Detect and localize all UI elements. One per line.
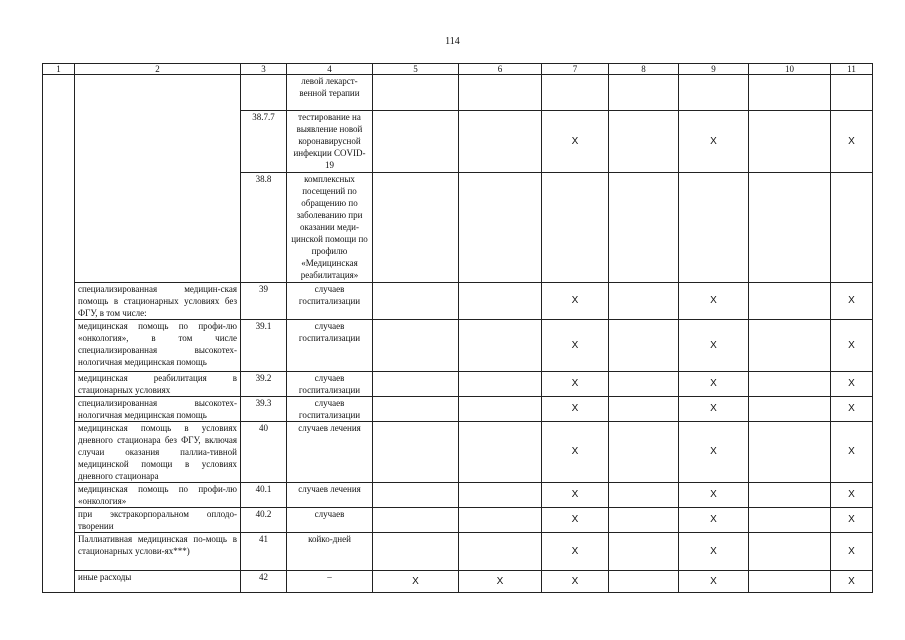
cell-col11: X <box>831 320 873 372</box>
cell-description: медицинская помощь в условиях дневного стационара без ФГУ, включая случаи оказания паллиа-тивной медицинской помощи в условиях дневного стационара <box>75 422 241 483</box>
cell-col9: X <box>679 422 749 483</box>
cell-col5 <box>373 422 459 483</box>
cell-col9 <box>679 75 749 111</box>
cell-description: иные расходы <box>75 571 241 593</box>
cell-col11: X <box>831 508 873 533</box>
table-row <box>43 422 873 483</box>
cell-line-number: 39 <box>241 283 287 320</box>
cell-col7: X <box>542 533 609 571</box>
table-row <box>43 283 873 320</box>
cell-col9: X <box>679 508 749 533</box>
cell-col6 <box>459 483 542 508</box>
cell-col9: X <box>679 320 749 372</box>
col-header-6: 6 <box>459 64 542 75</box>
cell-col5 <box>373 508 459 533</box>
cell-col7: X <box>542 571 609 593</box>
cell-col11: X <box>831 372 873 397</box>
cell-col11: X <box>831 571 873 593</box>
col-header-7: 7 <box>542 64 609 75</box>
cell-line-number: 38.7.7 <box>241 111 287 173</box>
cell-col9: X <box>679 372 749 397</box>
cell-col11: X <box>831 533 873 571</box>
cell-col9 <box>679 173 749 283</box>
page-number: 114 <box>445 36 460 47</box>
cell-col8 <box>609 508 679 533</box>
cell-unit: случаев госпитализации <box>287 372 373 397</box>
cell-col9: X <box>679 111 749 173</box>
cell-col8 <box>609 571 679 593</box>
cell-col11: X <box>831 397 873 422</box>
table-row <box>43 75 873 111</box>
cell-col8 <box>609 111 679 173</box>
cell-description: специализированная высокотех-нологичная медицинская помощь <box>75 397 241 422</box>
financing-table <box>42 63 873 593</box>
cell-col9: X <box>679 571 749 593</box>
cell-unit: случаев лечения <box>287 422 373 483</box>
cell-col8 <box>609 397 679 422</box>
col-header-5: 5 <box>373 64 459 75</box>
cell-col10 <box>749 283 831 320</box>
cell-col10 <box>749 173 831 283</box>
cell-col9: X <box>679 283 749 320</box>
cell-col8 <box>609 173 679 283</box>
cell-col10 <box>749 483 831 508</box>
cell-col8 <box>609 75 679 111</box>
cell-unit: койко-дней <box>287 533 373 571</box>
cell-col7: X <box>542 483 609 508</box>
cell-col6 <box>459 422 542 483</box>
cell-col7: X <box>542 508 609 533</box>
cell-col10 <box>749 75 831 111</box>
col-header-1: 1 <box>43 64 75 75</box>
cell-line-number: 40 <box>241 422 287 483</box>
col-header-4: 4 <box>287 64 373 75</box>
cell-unit: случаев <box>287 508 373 533</box>
cell-col7: X <box>542 283 609 320</box>
cell-col5 <box>373 283 459 320</box>
column-number-header <box>43 64 873 75</box>
cell-col10 <box>749 533 831 571</box>
cell-col11 <box>831 75 873 111</box>
cell-description: медицинская помощь по профи-лю «онкология», в том числе специализированная высокотех-нологичная медицинская помощь <box>75 320 241 372</box>
cell-line-number: 40.2 <box>241 508 287 533</box>
cell-col5 <box>373 173 459 283</box>
cell-col11: X <box>831 483 873 508</box>
col-header-11: 11 <box>831 64 873 75</box>
cell-unit: – <box>287 571 373 593</box>
cell-col11: X <box>831 111 873 173</box>
cell-unit: левой лекарст-венной терапии <box>287 75 373 111</box>
table-row <box>43 533 873 571</box>
cell-description: специализированная медицин-ская помощь в стационарных условиях без ФГУ, в том числе: <box>75 283 241 320</box>
cell-col7: X <box>542 397 609 422</box>
cell-line-number: 38.8 <box>241 173 287 283</box>
cell-col6 <box>459 372 542 397</box>
cell-col11 <box>831 173 873 283</box>
cell-col6 <box>459 508 542 533</box>
col-header-3: 3 <box>241 64 287 75</box>
cell-col9: X <box>679 533 749 571</box>
cell-col5 <box>373 75 459 111</box>
table-row <box>43 397 873 422</box>
cell-col5 <box>373 397 459 422</box>
cell-description <box>75 75 241 283</box>
cell-unit: случаев лечения <box>287 483 373 508</box>
cell-col5 <box>373 483 459 508</box>
table-row <box>43 571 873 593</box>
cell-col10 <box>749 571 831 593</box>
cell-col5 <box>373 320 459 372</box>
cell-col11: X <box>831 422 873 483</box>
cell-col7: X <box>542 111 609 173</box>
cell-col7 <box>542 75 609 111</box>
cell-col6 <box>459 75 542 111</box>
table-row <box>43 320 873 372</box>
cell-col7: X <box>542 320 609 372</box>
cell-col8 <box>609 483 679 508</box>
cell-col8 <box>609 372 679 397</box>
cell-col5: X <box>373 571 459 593</box>
col-header-8: 8 <box>609 64 679 75</box>
cell-line-number <box>241 75 287 111</box>
cell-line-number: 39.2 <box>241 372 287 397</box>
col-header-9: 9 <box>679 64 749 75</box>
cell-unit: случаев госпитализации <box>287 397 373 422</box>
cell-col6: X <box>459 571 542 593</box>
cell-col8 <box>609 283 679 320</box>
cell-col8 <box>609 422 679 483</box>
cell-col6 <box>459 173 542 283</box>
cell-col10 <box>749 397 831 422</box>
cell-description: Паллиативная медицинская по-мощь в стационарных услови-ях***) <box>75 533 241 571</box>
cell-col5 <box>373 372 459 397</box>
cell-line-number: 41 <box>241 533 287 571</box>
cell-col1 <box>43 75 75 593</box>
table-row <box>43 508 873 533</box>
cell-unit: комплексных посещений по обращению по заболеванию при оказании меди-цинской помощи по профилю «Медицинская реабилитация» <box>287 173 373 283</box>
cell-line-number: 42 <box>241 571 287 593</box>
cell-line-number: 40.1 <box>241 483 287 508</box>
cell-unit: случаев госпитализации <box>287 320 373 372</box>
cell-line-number: 39.1 <box>241 320 287 372</box>
cell-col7: X <box>542 422 609 483</box>
cell-col6 <box>459 111 542 173</box>
cell-col10 <box>749 111 831 173</box>
cell-col6 <box>459 283 542 320</box>
cell-col8 <box>609 320 679 372</box>
cell-unit: случаев госпитализации <box>287 283 373 320</box>
cell-col5 <box>373 533 459 571</box>
cell-description: медицинская реабилитация в стационарных условиях <box>75 372 241 397</box>
cell-col10 <box>749 372 831 397</box>
cell-col10 <box>749 422 831 483</box>
cell-col11: X <box>831 283 873 320</box>
cell-col7: X <box>542 372 609 397</box>
cell-description: при экстракорпоральном оплодо-творении <box>75 508 241 533</box>
table-row <box>43 483 873 508</box>
cell-col6 <box>459 320 542 372</box>
cell-col8 <box>609 533 679 571</box>
cell-col10 <box>749 320 831 372</box>
cell-col7 <box>542 173 609 283</box>
cell-col5 <box>373 111 459 173</box>
table-row <box>43 372 873 397</box>
cell-description: медицинская помощь по профи-лю «онкология» <box>75 483 241 508</box>
cell-line-number: 39.3 <box>241 397 287 422</box>
col-header-10: 10 <box>749 64 831 75</box>
cell-col6 <box>459 397 542 422</box>
cell-col9: X <box>679 397 749 422</box>
cell-unit: тестирование на выявление новой коронавирусной инфекции COVID-19 <box>287 111 373 173</box>
cell-col10 <box>749 508 831 533</box>
cell-col6 <box>459 533 542 571</box>
cell-col9: X <box>679 483 749 508</box>
col-header-2: 2 <box>75 64 241 75</box>
